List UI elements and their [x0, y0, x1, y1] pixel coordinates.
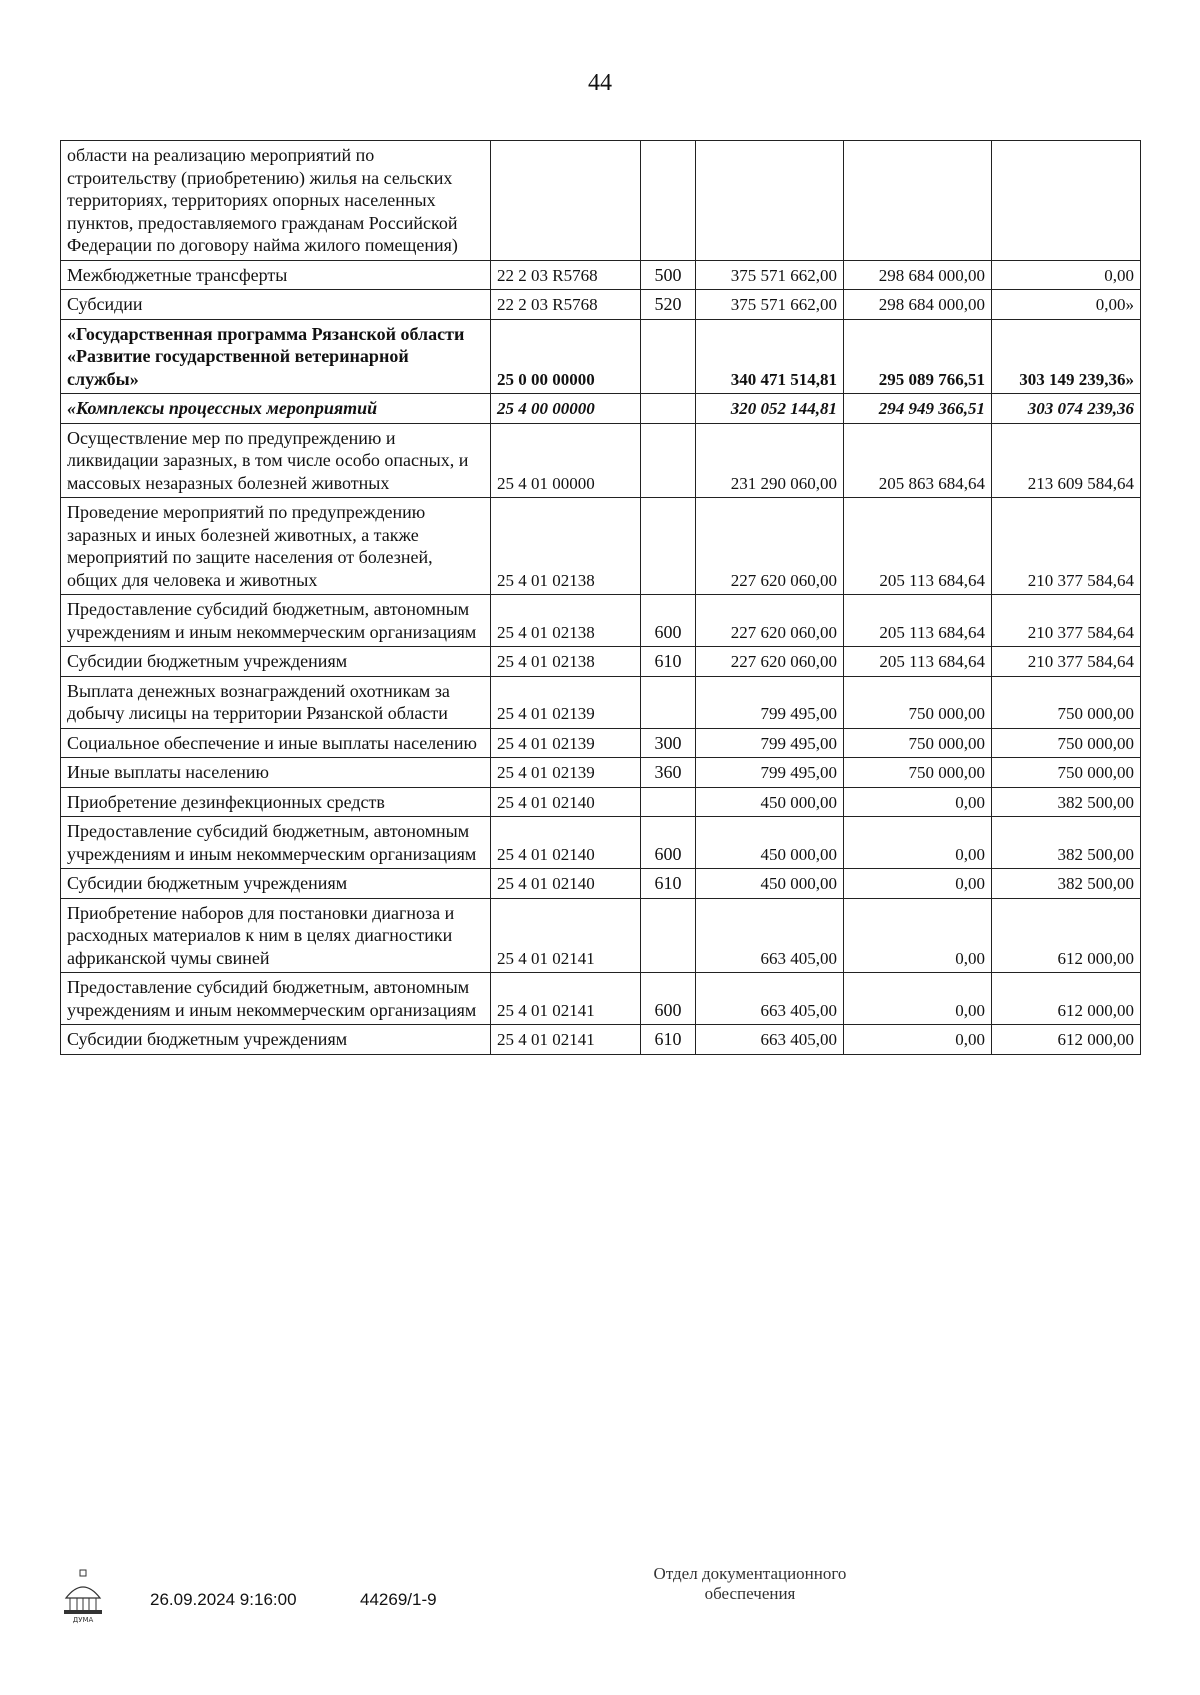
row-2026-amount-cell: 210 377 584,64 — [992, 498, 1141, 595]
row-name-cell: Проведение мероприятий по предупреждению заразных и иных болезней животных, а также мероприятий по защите населения от болезней, общих для человека и животных — [61, 498, 491, 595]
row-2024-amount-cell: 375 571 662,00 — [696, 260, 844, 290]
row-name-cell: Субсидии бюджетным учреждениям — [61, 1025, 491, 1055]
table-row — [61, 676, 1141, 728]
row-2026-amount-cell — [992, 141, 1141, 261]
row-2025-amount-cell: 0,00 — [844, 869, 992, 899]
row-vr-cell: 600 — [641, 595, 696, 647]
row-2026-amount-cell: 210 377 584,64 — [992, 595, 1141, 647]
row-name-cell: Предоставление субсидий бюджетным, автономным учреждениям и иным некоммерческим организациям — [61, 595, 491, 647]
row-2024-amount-cell: 450 000,00 — [696, 869, 844, 899]
row-code-cell: 25 4 01 02139 — [491, 676, 641, 728]
row-2025-amount-cell: 298 684 000,00 — [844, 290, 992, 320]
table-row — [61, 787, 1141, 817]
page-number: 44 — [588, 70, 612, 96]
row-2026-amount-cell: 303 074 239,36 — [992, 394, 1141, 424]
table-row — [61, 423, 1141, 498]
row-vr-cell — [641, 676, 696, 728]
row-vr-cell: 360 — [641, 758, 696, 788]
row-vr-cell: 600 — [641, 817, 696, 869]
row-2024-amount-cell: 799 495,00 — [696, 728, 844, 758]
row-name-cell: Предоставление субсидий бюджетным, автономным учреждениям и иным некоммерческим организациям — [61, 817, 491, 869]
row-vr-cell: 600 — [641, 973, 696, 1025]
table-body — [61, 141, 1141, 1055]
row-2025-amount-cell: 0,00 — [844, 973, 992, 1025]
row-code-cell: 25 4 01 02139 — [491, 728, 641, 758]
row-2026-amount-cell: 0,00» — [992, 290, 1141, 320]
row-code-cell: 25 4 01 02138 — [491, 647, 641, 677]
row-name-cell: Субсидии бюджетным учреждениям — [61, 869, 491, 899]
row-2024-amount-cell: 231 290 060,00 — [696, 423, 844, 498]
row-2025-amount-cell: 0,00 — [844, 787, 992, 817]
row-name-cell: Приобретение наборов для постановки диагноза и расходных материалов к ним в целях диагностики африканской чумы свиней — [61, 898, 491, 973]
row-vr-cell: 300 — [641, 728, 696, 758]
row-vr-cell: 520 — [641, 290, 696, 320]
row-2026-amount-cell: 0,00 — [992, 260, 1141, 290]
row-name-cell: Субсидии — [61, 290, 491, 320]
row-name-cell: Приобретение дезинфекционных средств — [61, 787, 491, 817]
table-row — [61, 498, 1141, 595]
table-row — [61, 898, 1141, 973]
row-vr-cell — [641, 319, 696, 394]
row-name-cell: Иные выплаты населению — [61, 758, 491, 788]
budget-table — [60, 140, 1141, 1055]
row-code-cell: 22 2 03 R5768 — [491, 290, 641, 320]
table-row — [61, 1025, 1141, 1055]
row-code-cell: 25 4 01 02139 — [491, 758, 641, 788]
department-stamp — [620, 1564, 880, 1605]
row-vr-cell: 610 — [641, 869, 696, 899]
row-2024-amount-cell: 227 620 060,00 — [696, 498, 844, 595]
row-code-cell: 25 4 01 02138 — [491, 595, 641, 647]
row-2026-amount-cell: 382 500,00 — [992, 817, 1141, 869]
row-name-cell: Предоставление субсидий бюджетным, автономным учреждениям и иным некоммерческим организациям — [61, 973, 491, 1025]
row-2025-amount-cell: 205 113 684,64 — [844, 498, 992, 595]
table-row — [61, 260, 1141, 290]
row-2025-amount-cell: 750 000,00 — [844, 758, 992, 788]
row-2026-amount-cell: 750 000,00 — [992, 676, 1141, 728]
row-code-cell: 25 4 01 02138 — [491, 498, 641, 595]
row-name-cell: области на реализацию мероприятий по строительству (приобретению) жилья на сельских территориях, территориях опорных населенных пунктов, предоставляемого гражданам Российской Федерации по договору найма жилого помещения) — [61, 141, 491, 261]
row-2026-amount-cell: 750 000,00 — [992, 728, 1141, 758]
row-2025-amount-cell: 0,00 — [844, 898, 992, 973]
row-2026-amount-cell: 303 149 239,36» — [992, 319, 1141, 394]
row-2026-amount-cell: 750 000,00 — [992, 758, 1141, 788]
row-2024-amount-cell: 663 405,00 — [696, 973, 844, 1025]
row-name-cell: «Государственная программа Рязанской области «Развитие государственной ветеринарной службы» — [61, 319, 491, 394]
row-2025-amount-cell: 750 000,00 — [844, 728, 992, 758]
row-2025-amount-cell — [844, 141, 992, 261]
row-2024-amount-cell: 450 000,00 — [696, 817, 844, 869]
row-2024-amount-cell: 375 571 662,00 — [696, 290, 844, 320]
row-2024-amount-cell — [696, 141, 844, 261]
row-vr-cell — [641, 394, 696, 424]
row-2026-amount-cell: 213 609 584,64 — [992, 423, 1141, 498]
row-name-cell: Межбюджетные трансферты — [61, 260, 491, 290]
row-2025-amount-cell: 205 113 684,64 — [844, 595, 992, 647]
table-row — [61, 647, 1141, 677]
row-2026-amount-cell: 382 500,00 — [992, 787, 1141, 817]
row-code-cell: 25 0 00 00000 — [491, 319, 641, 394]
footer-date: 26.09.2024 9:16:00 — [150, 1590, 297, 1609]
row-name-cell: Осуществление мер по предупреждению и ликвидации заразных, в том числе особо опасных, и массовых незаразных болезней животных — [61, 423, 491, 498]
row-code-cell: 25 4 01 02140 — [491, 869, 641, 899]
table-row — [61, 869, 1141, 899]
row-2025-amount-cell: 750 000,00 — [844, 676, 992, 728]
stamp-line-2: обеспечения — [704, 1584, 796, 1604]
row-2025-amount-cell: 0,00 — [844, 1025, 992, 1055]
row-vr-cell — [641, 498, 696, 595]
table-row — [61, 758, 1141, 788]
emblem-text: ДУМА — [72, 1616, 94, 1624]
row-vr-cell — [641, 898, 696, 973]
row-code-cell: 25 4 01 02141 — [491, 898, 641, 973]
stamp-line-1: Отдел документационного — [653, 1564, 847, 1583]
table-row — [61, 728, 1141, 758]
row-code-cell: 25 4 01 02140 — [491, 787, 641, 817]
row-code-cell: 22 2 03 R5768 — [491, 260, 641, 290]
row-2024-amount-cell: 663 405,00 — [696, 1025, 844, 1055]
row-2024-amount-cell: 799 495,00 — [696, 676, 844, 728]
page-footer — [60, 1560, 1140, 1640]
row-vr-cell: 610 — [641, 647, 696, 677]
row-code-cell: 25 4 00 00000 — [491, 394, 641, 424]
row-2026-amount-cell: 612 000,00 — [992, 898, 1141, 973]
row-2024-amount-cell: 227 620 060,00 — [696, 647, 844, 677]
row-2025-amount-cell: 295 089 766,51 — [844, 319, 992, 394]
table-row — [61, 973, 1141, 1025]
footer-doc-number: 44269/1-9 — [360, 1590, 437, 1609]
row-2026-amount-cell: 382 500,00 — [992, 869, 1141, 899]
table-row — [61, 394, 1141, 424]
row-2024-amount-cell: 227 620 060,00 — [696, 595, 844, 647]
row-2025-amount-cell: 205 113 684,64 — [844, 647, 992, 677]
row-name-cell: Выплата денежных вознаграждений охотникам за добычу лисицы на территории Рязанской области — [61, 676, 491, 728]
row-code-cell — [491, 141, 641, 261]
row-2026-amount-cell: 210 377 584,64 — [992, 647, 1141, 677]
row-name-cell: «Комплексы процессных мероприятий — [61, 394, 491, 424]
row-2026-amount-cell: 612 000,00 — [992, 973, 1141, 1025]
row-2024-amount-cell: 450 000,00 — [696, 787, 844, 817]
table-row — [61, 141, 1141, 261]
row-vr-cell: 610 — [641, 1025, 696, 1055]
row-code-cell: 25 4 01 02141 — [491, 973, 641, 1025]
row-vr-cell — [641, 423, 696, 498]
table-row — [61, 595, 1141, 647]
row-2024-amount-cell: 340 471 514,81 — [696, 319, 844, 394]
duma-emblem-icon — [60, 1568, 106, 1624]
row-2024-amount-cell: 320 052 144,81 — [696, 394, 844, 424]
row-vr-cell — [641, 141, 696, 261]
row-2024-amount-cell: 799 495,00 — [696, 758, 844, 788]
row-code-cell: 25 4 01 00000 — [491, 423, 641, 498]
row-2025-amount-cell: 294 949 366,51 — [844, 394, 992, 424]
row-name-cell: Социальное обеспечение и иные выплаты населению — [61, 728, 491, 758]
row-2024-amount-cell: 663 405,00 — [696, 898, 844, 973]
row-2025-amount-cell: 298 684 000,00 — [844, 260, 992, 290]
table-row — [61, 290, 1141, 320]
row-code-cell: 25 4 01 02140 — [491, 817, 641, 869]
table-row — [61, 817, 1141, 869]
row-2026-amount-cell: 612 000,00 — [992, 1025, 1141, 1055]
row-name-cell: Субсидии бюджетным учреждениям — [61, 647, 491, 677]
row-code-cell: 25 4 01 02141 — [491, 1025, 641, 1055]
table-row — [61, 319, 1141, 394]
row-2025-amount-cell: 205 863 684,64 — [844, 423, 992, 498]
row-2025-amount-cell: 0,00 — [844, 817, 992, 869]
row-vr-cell — [641, 787, 696, 817]
row-vr-cell: 500 — [641, 260, 696, 290]
